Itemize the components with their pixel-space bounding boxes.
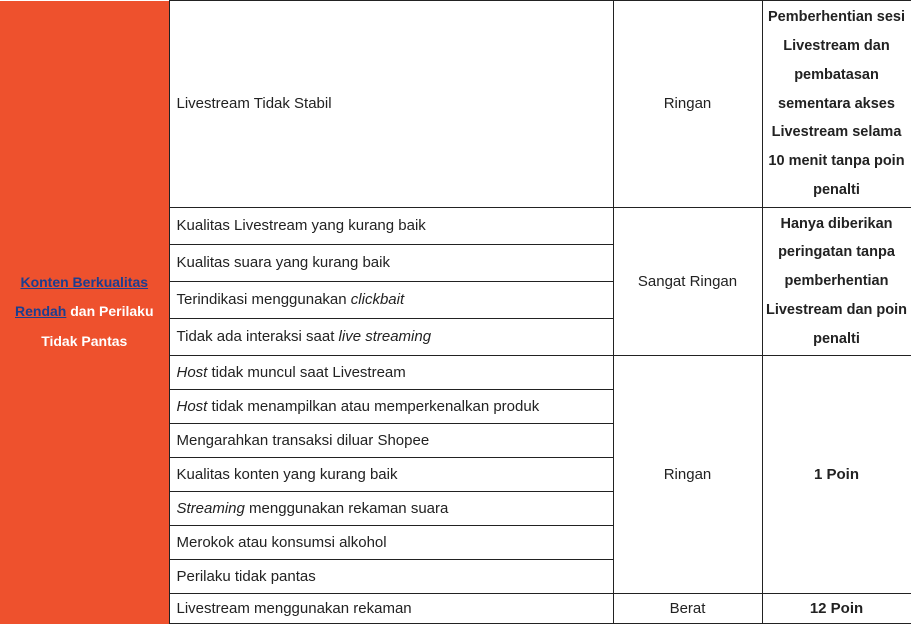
violation-cell: Livestream Tidak Stabil <box>169 1 613 208</box>
category-cell <box>0 1 169 624</box>
violation-cell: Host tidak muncul saat Livestream <box>169 356 613 390</box>
violation-cell: Merokok atau konsumsi alkohol <box>169 526 613 560</box>
sanction-cell: Pemberhentian sesi Livestream dan pembatasan sementara akses Livestream selama 10 menit tanpa poin penalti <box>762 1 911 208</box>
category-link[interactable]: Konten Berkualitas Rendah <box>15 273 149 320</box>
severity-cell: Ringan <box>613 356 762 594</box>
sanction-cell: Hanya diberikan peringatan tanpa pemberhentian Livestream dan poin penalti <box>762 208 911 356</box>
severity-cell: Berat <box>613 594 762 624</box>
violation-cell: Perilaku tidak pantas <box>169 560 613 594</box>
violation-cell: Kualitas Livestream yang kurang baik <box>169 208 613 245</box>
category-text: dan Perilaku Tidak Pantas <box>41 303 154 349</box>
violation-cell: Kualitas suara yang kurang baik <box>169 245 613 282</box>
severity-cell: Ringan <box>613 1 762 208</box>
severity-cell: Sangat Ringan <box>613 208 762 356</box>
violation-cell: Tidak ada interaksi saat live streaming <box>169 319 613 356</box>
sanction-cell: 12 Poin <box>762 594 911 624</box>
violation-cell: Livestream menggunakan rekaman <box>169 594 613 624</box>
table-row <box>0 1 911 208</box>
violation-cell: Kualitas konten yang kurang baik <box>169 458 613 492</box>
violation-cell: Streaming menggunakan rekaman suara <box>169 492 613 526</box>
violation-cell: Mengarahkan transaksi diluar Shopee <box>169 424 613 458</box>
violation-cell: Terindikasi menggunakan clickbait <box>169 282 613 319</box>
violation-cell: Host tidak menampilkan atau memperkenalkan produk <box>169 390 613 424</box>
sanction-cell: 1 Poin <box>762 356 911 594</box>
